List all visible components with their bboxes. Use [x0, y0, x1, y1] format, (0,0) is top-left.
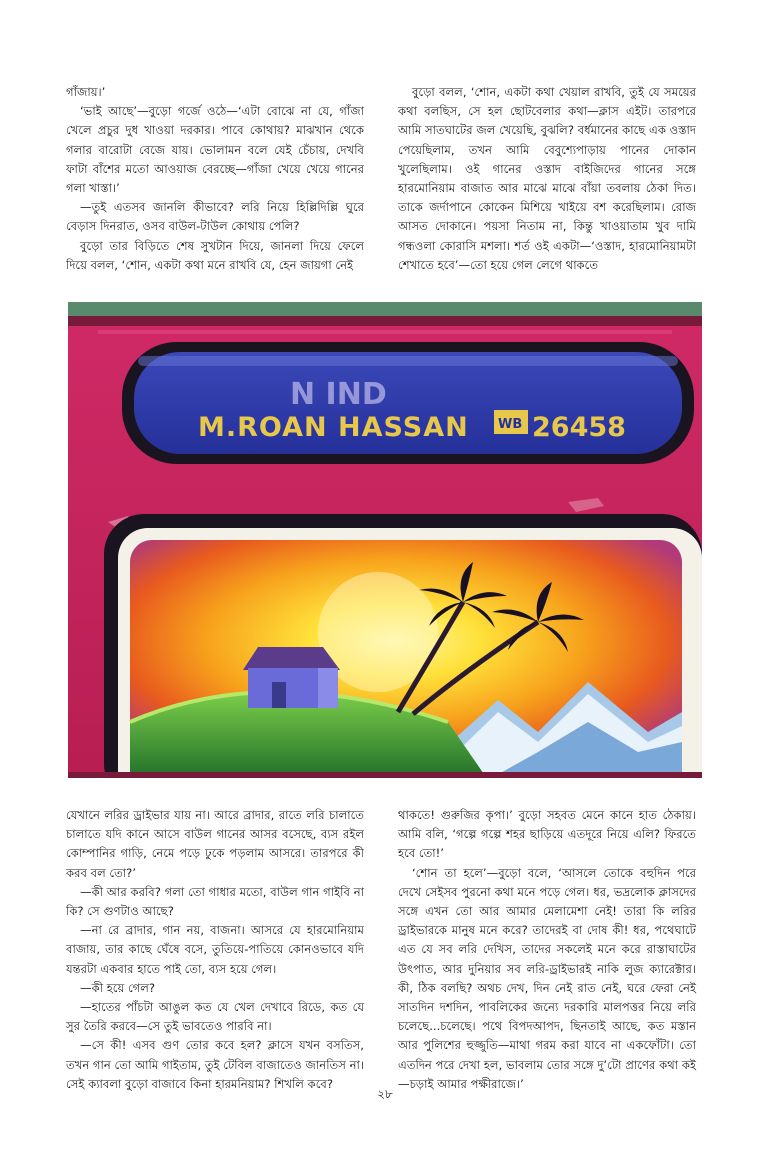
paragraph: বুড়ো বলল, ‘শোন, একটা কথা খেয়াল রাখবি, তুই যে সময়ের কথা বলছিস, সে হল ছোটবেলার কথা—ক্লাস এইট। তারপরে আমি সাতঘাটের জল খেয়েছি, বুঝলি? বর্ধমানের কাছে এক ওস্তাদ পেয়েছিলাম, তখন আমি বেবুশ্যেপাড়ায় পানের দোকান খুলেছিলাম। ওই গানের ওস্তাদ বাইজিদের গানের সঙ্গে হারমোনিয়াম বাজাত আর মাঝে মাঝে বাঁয়া তবলায় ঠেকা দিত। তাকে জর্দাপানে কোকেন মিশিয়ে খাইয়ে বশ করেছিলাম। রোজ আসত দোকানে। পয়সা নিতাম না, কিন্তু খাওয়াতাম খুব দামি গন্ধওলা কোরাসি মশলা। শর্ত ওই একটা—‘ওস্তাদ, হারমোনিয়ামটা শেখাতে হবে’—তো হয়ে গেল লেগে থাকতে	[398, 85, 696, 272]
sign-prefix-text: WB	[498, 417, 523, 432]
paragraph: থাকতে! গুরুজির কৃপা।’ বুড়ো সহবত মেনে কানে হাত ঠেকায়। আমি বলি, ‘গল্পে গল্পে শহর ছাড়িয়ে এতদূরে নিয়ে এলি? ফিরতে হবে তো!’	[398, 808, 696, 861]
text-column-bottom-right	[398, 806, 696, 1094]
paragraph: —তুই এতসব জানলি কীভাবে? লরি নিয়ে হিল্লিদিল্লি ঘুরে বেড়াস দিনরাত, ওসব বাউল-টাউল কোথায় পেলি?	[66, 200, 364, 234]
truck-art-photo	[68, 302, 702, 778]
paragraph: গাঁজায়।’	[66, 85, 106, 99]
paragraph: ‘শোন তা হলে’—বুড়ো বলে, ‘আসলে তোকে বহুদিন পরে দেখে সেইসব পুরনো কথা মনে পড়ে গেল। ধর, ভদ্রলোক ক্লাসদের সঙ্গে এখন তো আর আমার মেলামেশা নেই! তারা কি লরির ড্রাইভারকে মানুষ মনে করে? তাদেরই বা দোষ কী! ধর, পথেঘাটে এত যে সব লরি দেখিস, তাদের সকলেই মনে করে রাস্তাঘাটের উৎপাত, আর দুনিয়ার সব লরি-ড্রাইভারই নাকি লুজ ক্যারেক্টার। কী, ঠিক বলছি? অথচ দেখ, দিন নেই রাত নেই, ঘরে ফেরা নেই সাতদিন দশদিন, পাবলিকের জন্যে দরকারি মালপত্তর নিয়ে লরি চলেছে...চলেছে। পথে বিপদআপদ, ছিনতাই আছে, কত মস্তান আর পুলিশের হুজ্জুতি—মাথা গরম করা যাবে না একফোঁটা। তো এতদিন পরে দেখা হল, ভাবলাম তোর সঙ্গে দু’টো প্রাণের কথা কই—চড়াই আমার পক্ষীরাজে।’	[398, 865, 696, 1091]
sign-main-text: M.ROAN HASSAN	[198, 412, 469, 443]
paragraph: —কী হয়ে গেল?	[80, 980, 156, 995]
paragraph: —না রে ব্রাদার, গান নয়, বাজনা। আসরে যে হারমোনিয়াম বাজায়, তার কাছে ঘেঁষে বসে, তুতিয়ে-পাতিয়ে কোনওভাবে যদি যন্তরটা একবার হাতে পাই তো, ব্যস হয়ে গেল।	[66, 923, 364, 976]
text-column-top-left	[66, 83, 364, 275]
paragraph: —সে কী! এসব গুণ তোর কবে হল? ক্লাসে যখন বসতিস, তখন গান তো আমি গাইতাম, তুই টেবিল বাজাতেও জানতিস না। সেই ক্যাবলা বুড়ো বাজাবে কিনা হারমনিয়াম? শিখলি কবে?	[66, 1038, 364, 1091]
sign-number-text: 26458	[532, 412, 626, 443]
paragraph: যেখানে লরির ড্রাইভার যায় না। আরে ব্রাদার, রাতে লরি চালাতে চালাতে যদি কানে আসে বাউল গানের আসর বসেছে, ব্যস রইল কোম্পানির গাড়ি, নেমে পড়ে ঢুকে পড়লাম আসরে। তারপরে কী করব বল তো?’	[66, 808, 364, 880]
page-number: ২৮	[377, 1087, 393, 1101]
paragraph: —হাতের পাঁচটা আঙুল কত যে খেল দেখাবে রিডে, কত যে সুর তৈরি করবে—সে তুই ভাবতেও পারবি না।	[66, 1000, 364, 1034]
text-column-top-right	[398, 83, 696, 275]
text-column-bottom-left	[66, 806, 364, 1094]
sign-top-text: N IND	[290, 377, 387, 412]
paragraph: বুড়ো তার বিড়িতে শেষ সুখটান দিয়ে, জানলা দিয়ে ফেলে দিয়ে বলল, ‘শোন, একটা কথা মনে রাখবি যে, হেন জায়গা নেই	[66, 238, 364, 272]
paragraph: ‘ভাই আছে’—বুড়ো গর্জে ওঠে—‘এটা বোঝে না যে, গাঁজা খেলে প্রচুর দুধ খাওয়া দরকার। পাবে কোথায়? মাঝখান থেকে গলার বারোটা বেজে যায়। ভোলামন বলে যেই চেঁচায়, দেখবি ফাটা বাঁশের মতো আওয়াজ বেরচ্ছে—গাঁজা খেয়ে খেয়ে গানের গলা খাস্তা।’	[66, 104, 364, 196]
paragraph: —কী আর করবি? গলা তো গাধার মতো, বাউল গান গাইবি না কি? সে গুণটাও আছে?	[66, 884, 364, 919]
